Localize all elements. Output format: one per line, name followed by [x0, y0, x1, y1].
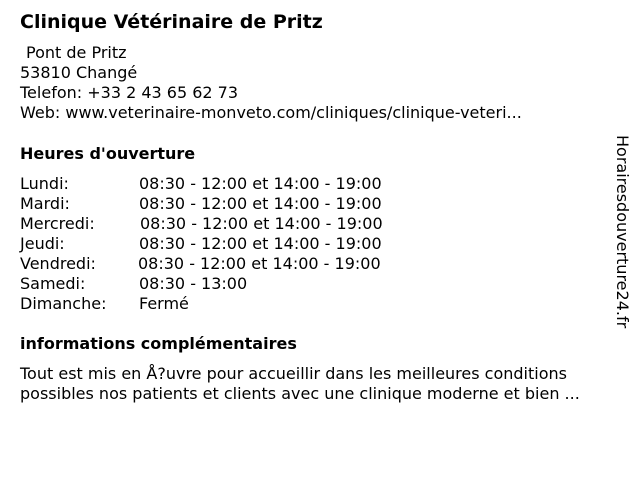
day-label: Lundi: [20, 174, 69, 193]
info-line: possibles nos patients et clients avec une clinique moderne et bien ... [20, 384, 580, 403]
street-address: Pont de Pritz [26, 43, 127, 62]
time-value: 08:30 - 12:00 et 14:00 - 19:00 [138, 254, 381, 273]
address-block [20, 43, 522, 123]
opening-hours-heading: Heures d'ouverture [20, 144, 196, 163]
time-value: 08:30 - 12:00 et 14:00 - 19:00 [139, 194, 382, 213]
day-label: Jeudi: [20, 234, 65, 253]
time-value: 08:30 - 13:00 [139, 274, 248, 293]
time-value: 08:30 - 12:00 et 14:00 - 19:00 [140, 214, 383, 233]
additional-info-text [20, 364, 580, 404]
time-value: 08:30 - 12:00 et 14:00 - 19:00 [139, 174, 382, 193]
phone-number: Telefon: +33 2 43 65 62 73 [20, 83, 239, 102]
day-label: Dimanche: [20, 294, 107, 313]
watermark-text: Horairesdouverture24.fr [613, 135, 632, 329]
additional-info-heading: informations complémentaires [20, 334, 297, 353]
day-label: Mardi: [20, 194, 70, 213]
watermark [612, 135, 632, 345]
day-label: Samedi: [20, 274, 86, 293]
city-postal: 53810 Changé [20, 63, 138, 82]
clinic-name: Clinique Vétérinaire de Pritz [20, 11, 323, 33]
day-label: Vendredi: [20, 254, 96, 273]
website: Web: www.veterinaire-monveto.com/cliniques/clinique-veteri... [20, 103, 522, 122]
time-value: 08:30 - 12:00 et 14:00 - 19:00 [139, 234, 382, 253]
info-line: Tout est mis en Å?uvre pour accueillir dans les meilleures conditions [20, 364, 567, 383]
time-value: Fermé [139, 294, 189, 313]
day-label: Mercredi: [20, 214, 95, 233]
